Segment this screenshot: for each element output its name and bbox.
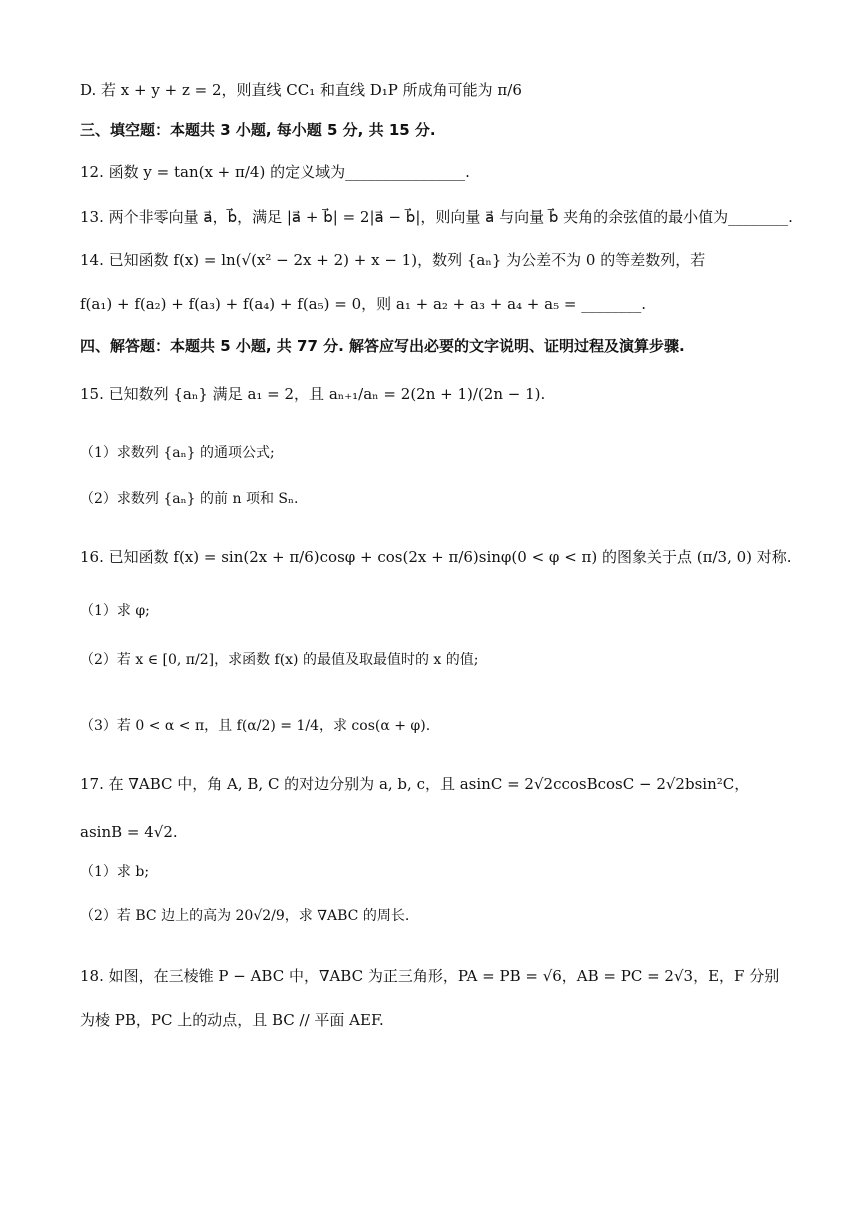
question-line: 13. 两个非零向量 a⃗，b⃗，满足 |a⃗ + b⃗| = 2|a⃗ − b⃗|，则向量 a⃗ 与向量 b⃗ 夹角的余弦值的最小值为________. <box>80 208 793 226</box>
question-line: （2）若 BC 边上的高为 20√2/9，求 ∇ABC 的周长. <box>80 908 410 924</box>
question-line: （2）求数列 {aₙ} 的前 n 项和 Sₙ. <box>80 491 299 507</box>
question-line: 15. 已知数列 {aₙ} 满足 a₁ = 2，且 aₙ₊₁/aₙ = 2(2n + 1)/(2n − 1). <box>80 385 546 403</box>
section-heading: 三、填空题：本题共 3 小题, 每小题 5 分, 共 15 分. <box>80 121 436 139</box>
question-line: 为棱 PB，PC 上的动点，且 BC // 平面 AEF. <box>80 1011 384 1029</box>
question-line: （3）若 0 < α < π，且 f(α/2) = 1/4，求 cos(α + φ). <box>80 718 431 734</box>
question-line: 18. 如图，在三棱锥 P − ABC 中，∇ABC 为正三角形，PA = PB = √6，AB = PC = 2√3，E，F 分别 <box>80 967 780 985</box>
question-line: （2）若 x ∈ [0, π/2]，求函数 f(x) 的最值及取最值时的 x 的值; <box>80 652 479 668</box>
question-line: 14. 已知函数 f(x) = ln(√(x² − 2x + 2) + x − 1)，数列 {aₙ} 为公差不为 0 的等差数列，若 <box>80 251 706 269</box>
question-line: asinB = 4√2. <box>80 823 178 841</box>
question-line: 17. 在 ∇ABC 中，角 A, B, C 的对边分别为 a, b, c，且 asinC = 2√2ccosBcosC − 2√2bsin²C， <box>80 775 750 793</box>
question-line: f(a₁) + f(a₂) + f(a₃) + f(a₄) + f(a₅) = 0，则 a₁ + a₂ + a₃ + a₄ + a₅ = ________. <box>80 295 646 313</box>
question-line: 16. 已知函数 f(x) = sin(2x + π/6)cosφ + cos(2x + π/6)sinφ(0 < φ < π) 的图象关于点 (π/3, 0) 对称. <box>80 548 792 566</box>
question-line: （1）求 b; <box>80 864 150 880</box>
section-heading: 四、解答题：本题共 5 小题, 共 77 分. 解答应写出必要的文字说明、证明过程及演算步骤. <box>80 337 685 355</box>
question-line: （1）求 φ; <box>80 603 150 619</box>
question-line: D. 若 x + y + z = 2，则直线 CC₁ 和直线 D₁P 所成角可能为 π/6 <box>80 81 522 99</box>
question-line: （1）求数列 {aₙ} 的通项公式; <box>80 445 275 461</box>
question-line: 12. 函数 y = tan(x + π/4) 的定义域为________________. <box>80 163 470 181</box>
